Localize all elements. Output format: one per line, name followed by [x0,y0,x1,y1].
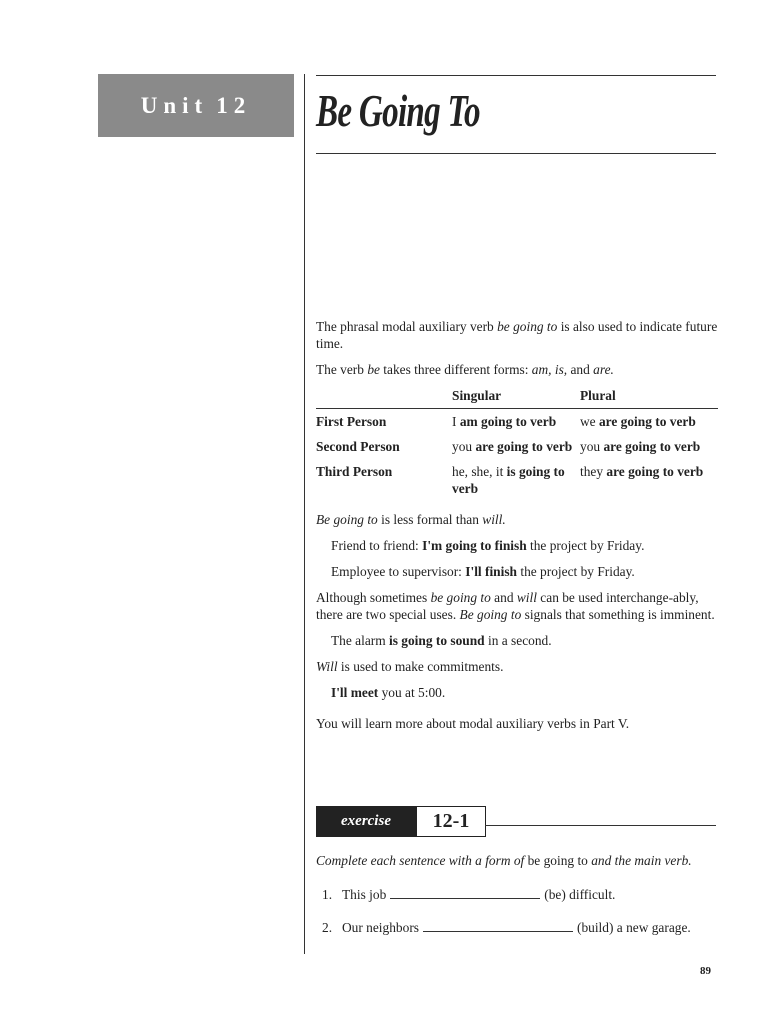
forms-paragraph: The verb be takes three different forms: am, is, and are. [316,362,614,377]
example-employee: Employee to supervisor: I'll finish the project by Friday. [331,564,635,579]
interchangeable-paragraph: Although sometimes be going to and will can be used interchange-ably, there are two special uses. Be going to signals that something is imminent. [316,590,715,622]
answer-blank[interactable] [423,919,573,932]
vertical-divider [304,74,305,954]
list-item: 1. This job (be) difficult. [322,887,616,902]
title-bottom-rule [316,153,716,154]
plural-header: Plural [580,388,616,403]
table-row: First Person I am going to verb we are going to verb [316,414,696,429]
unit-label: Unit [140,92,209,118]
table-header-row [316,383,718,409]
lesson-body [316,318,718,741]
page-title: Be Going To [316,85,480,136]
list-item: 2. Our neighbors (build) a new garage. [322,920,691,935]
exercise-number: 12-1 [416,806,486,837]
exercise-items [322,886,712,952]
title-top-rule [316,75,716,76]
formality-note: Be going to is less formal than will. [316,512,506,527]
exercise-header [316,806,486,837]
example-alarm: The alarm is going to sound in a second. [331,633,552,648]
example-friend: Friend to friend: I'm going to finish the project by Friday. [331,538,645,553]
page-number: 89 [700,965,711,977]
exercise-rule [485,825,716,826]
table-row: Third Person he, she, it is going to verb they are going to verb [316,464,704,496]
intro-paragraph: The phrasal modal auxiliary verb be going to is also used to indicate future time. [316,319,718,351]
conjugation-table [316,383,718,501]
part-v-note: You will learn more about modal auxiliary verbs in Part V. [316,716,630,731]
unit-number: 12 [216,92,252,118]
example-meet: I'll meet you at 5:00. [331,685,446,700]
will-note: Will is used to make commitments. [316,659,504,674]
answer-blank[interactable] [390,886,540,899]
unit-badge [98,74,294,137]
exercise-label: exercise [316,806,416,837]
table-row: Second Person you are going to verb you are going to verb [316,439,701,454]
singular-header: Singular [452,388,502,403]
exercise-instruction: Complete each sentence with a form of be going to and the main verb. [316,853,692,868]
